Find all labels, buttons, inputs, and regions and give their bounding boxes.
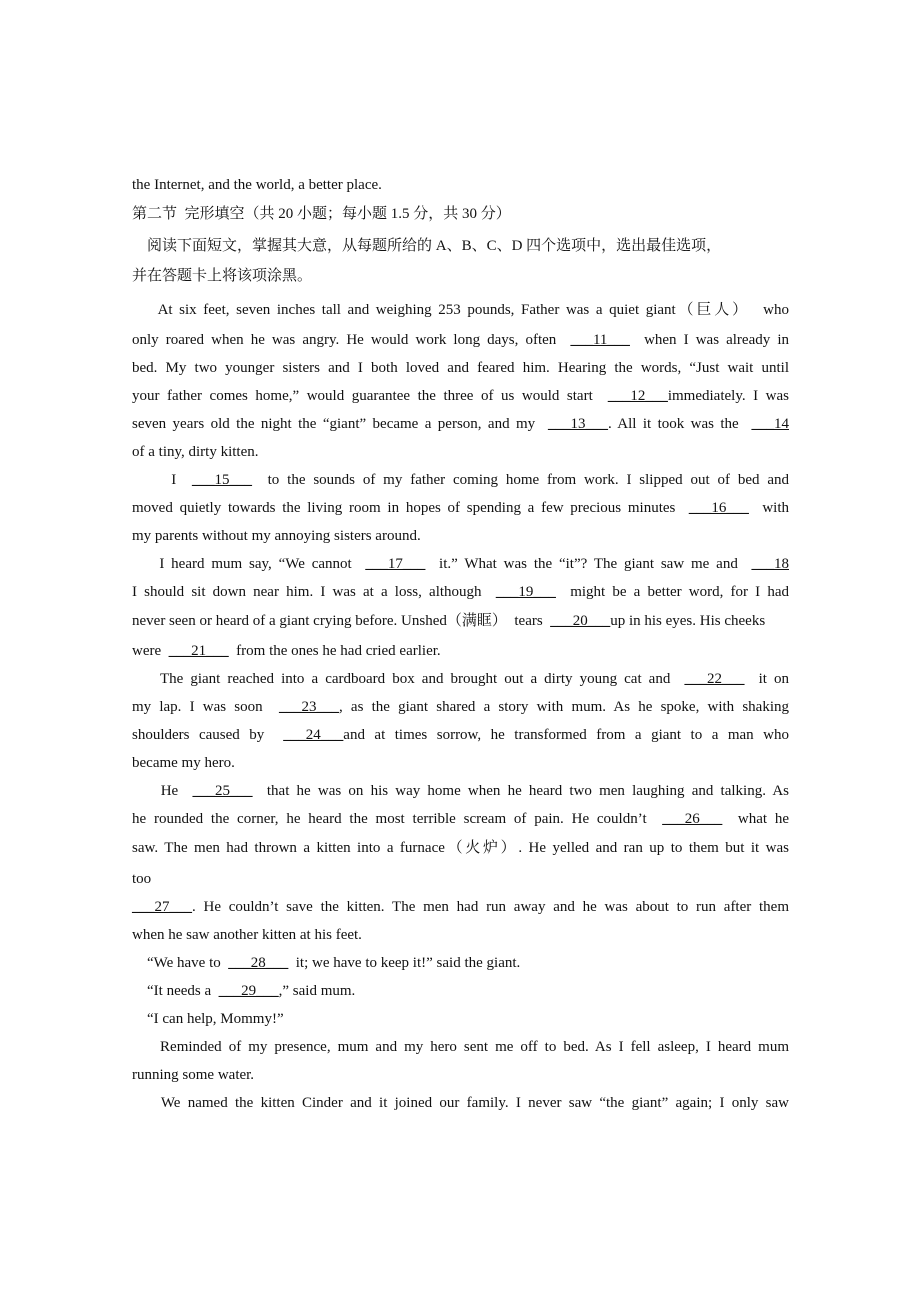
text-line: my parents without my annoying sisters around. [132, 528, 421, 544]
text-line: the Internet, and the world, a better place. [132, 177, 382, 193]
text-line: my lap. I was soon ___23___, as the giant shared a story with mum. As he spoke, with shaking [132, 699, 790, 715]
text-line: “We have to ___28___ it; we have to keep it!” said the giant. [132, 955, 521, 971]
blank-25: ___25___ [192, 783, 253, 799]
blank-29: ___29___ [218, 983, 279, 999]
text-line: were ___21___ from the ones he had cried earlier. [132, 643, 441, 659]
blank-28: ___28___ [228, 955, 289, 971]
text-line: “It needs a ___29___,” said mum. [132, 983, 356, 999]
text-line: became my hero. [132, 755, 235, 771]
text-line: running some water. [132, 1067, 255, 1083]
text-line: Reminded of my presence, mum and my hero sent me off to bed. As I fell asleep, I heard mum [132, 1039, 789, 1055]
text-line: ___27___. He couldn’t save the kitten. The men had run away and he was about to run after them [132, 899, 789, 915]
blank-22: ___22___ [684, 671, 745, 687]
text-line: bed. My two younger sisters and I both loved and feared him. Hearing the words, “Just wait until [132, 360, 789, 376]
blank-15: ___15___ [191, 472, 252, 488]
blank-24: ___24___ [283, 727, 344, 743]
blank-23: ___23___ [278, 699, 339, 715]
text-line: shoulders caused by ___24___and at times sorrow, he transformed from a giant to a man who [132, 727, 790, 743]
blank-26: ___26___ [662, 811, 723, 827]
blank-20: ___20___ [550, 613, 611, 629]
blank-19: ___19___ [495, 584, 556, 600]
text-line: only roared when he was angry. He would work long days, often ___11___ when I was already in [132, 332, 789, 348]
blank-17: ___17___ [365, 556, 426, 572]
text-line: too [132, 871, 152, 887]
text-line: At six feet, seven inches tall and weighing 253 pounds, Father was a quiet giant（巨人） who [132, 302, 789, 318]
text-line: when he saw another kitten at his feet. [132, 927, 362, 943]
instruction-line: 并在答题卡上将该项涂黑。 [132, 268, 313, 284]
text-line: The giant reached into a cardboard box and brought out a dirty young cat and ___22___ it on [132, 671, 789, 687]
text-line: I heard mum say, “We cannot ___17___ it.” What was the “it”? The giant saw me and ___18 [132, 556, 789, 572]
section-heading: 第二节 完形填空（共 20 小题；每小题 1.5 分，共 30 分） [132, 206, 511, 222]
text-line: of a tiny, dirty kitten. [132, 444, 259, 460]
blank-27: ___27___ [132, 899, 192, 915]
text-line: moved quietly towards the living room in hopes of spending a few precious minutes ___16___ with [132, 500, 789, 516]
text-line: I should sit down near him. I was at a loss, although ___19___ might be a better word, for I had [132, 584, 789, 600]
blank-21: ___21___ [168, 643, 229, 659]
text-line: saw. The men had thrown a kitten into a furnace（火炉）. He yelled and ran up to them but it was [132, 840, 789, 856]
text-line: He ___25___ that he was on his way home when he heard two men laughing and talking. As [132, 783, 789, 799]
text-line: never seen or heard of a giant crying before. Unshed（满眶） tears ___20___up in his eyes. His cheeks [132, 613, 766, 629]
text-line: seven years old the night the “giant” became a person, and my ___13___. All it took was the ___14 [132, 416, 789, 432]
blank-11: ___11___ [570, 332, 630, 348]
text-line: your father comes home,” would guarantee the three of us would start ___12___immediately. I was [132, 388, 790, 404]
text-line: I ___15___ to the sounds of my father coming home from work. I slipped out of bed and [132, 472, 789, 488]
text-line: he rounded the corner, he heard the most terrible scream of pain. He couldn’t ___26___ what he [132, 811, 789, 827]
blank-16: ___16___ [688, 500, 749, 516]
instruction-line: 阅读下面短文，掌握其大意，从每题所给的 A、B、C、D 四个选项中，选出最佳选项， [132, 238, 722, 254]
blank-18: ___18 [751, 556, 789, 572]
blank-13: ___13___ [547, 416, 608, 432]
text-line: “I can help, Mommy!” [132, 1011, 284, 1027]
blank-12: ___12___ [607, 388, 668, 404]
text-line: We named the kitten Cinder and it joined our family. I never saw “the giant” again; I only saw [132, 1095, 789, 1111]
blank-14: ___14 [751, 416, 789, 432]
